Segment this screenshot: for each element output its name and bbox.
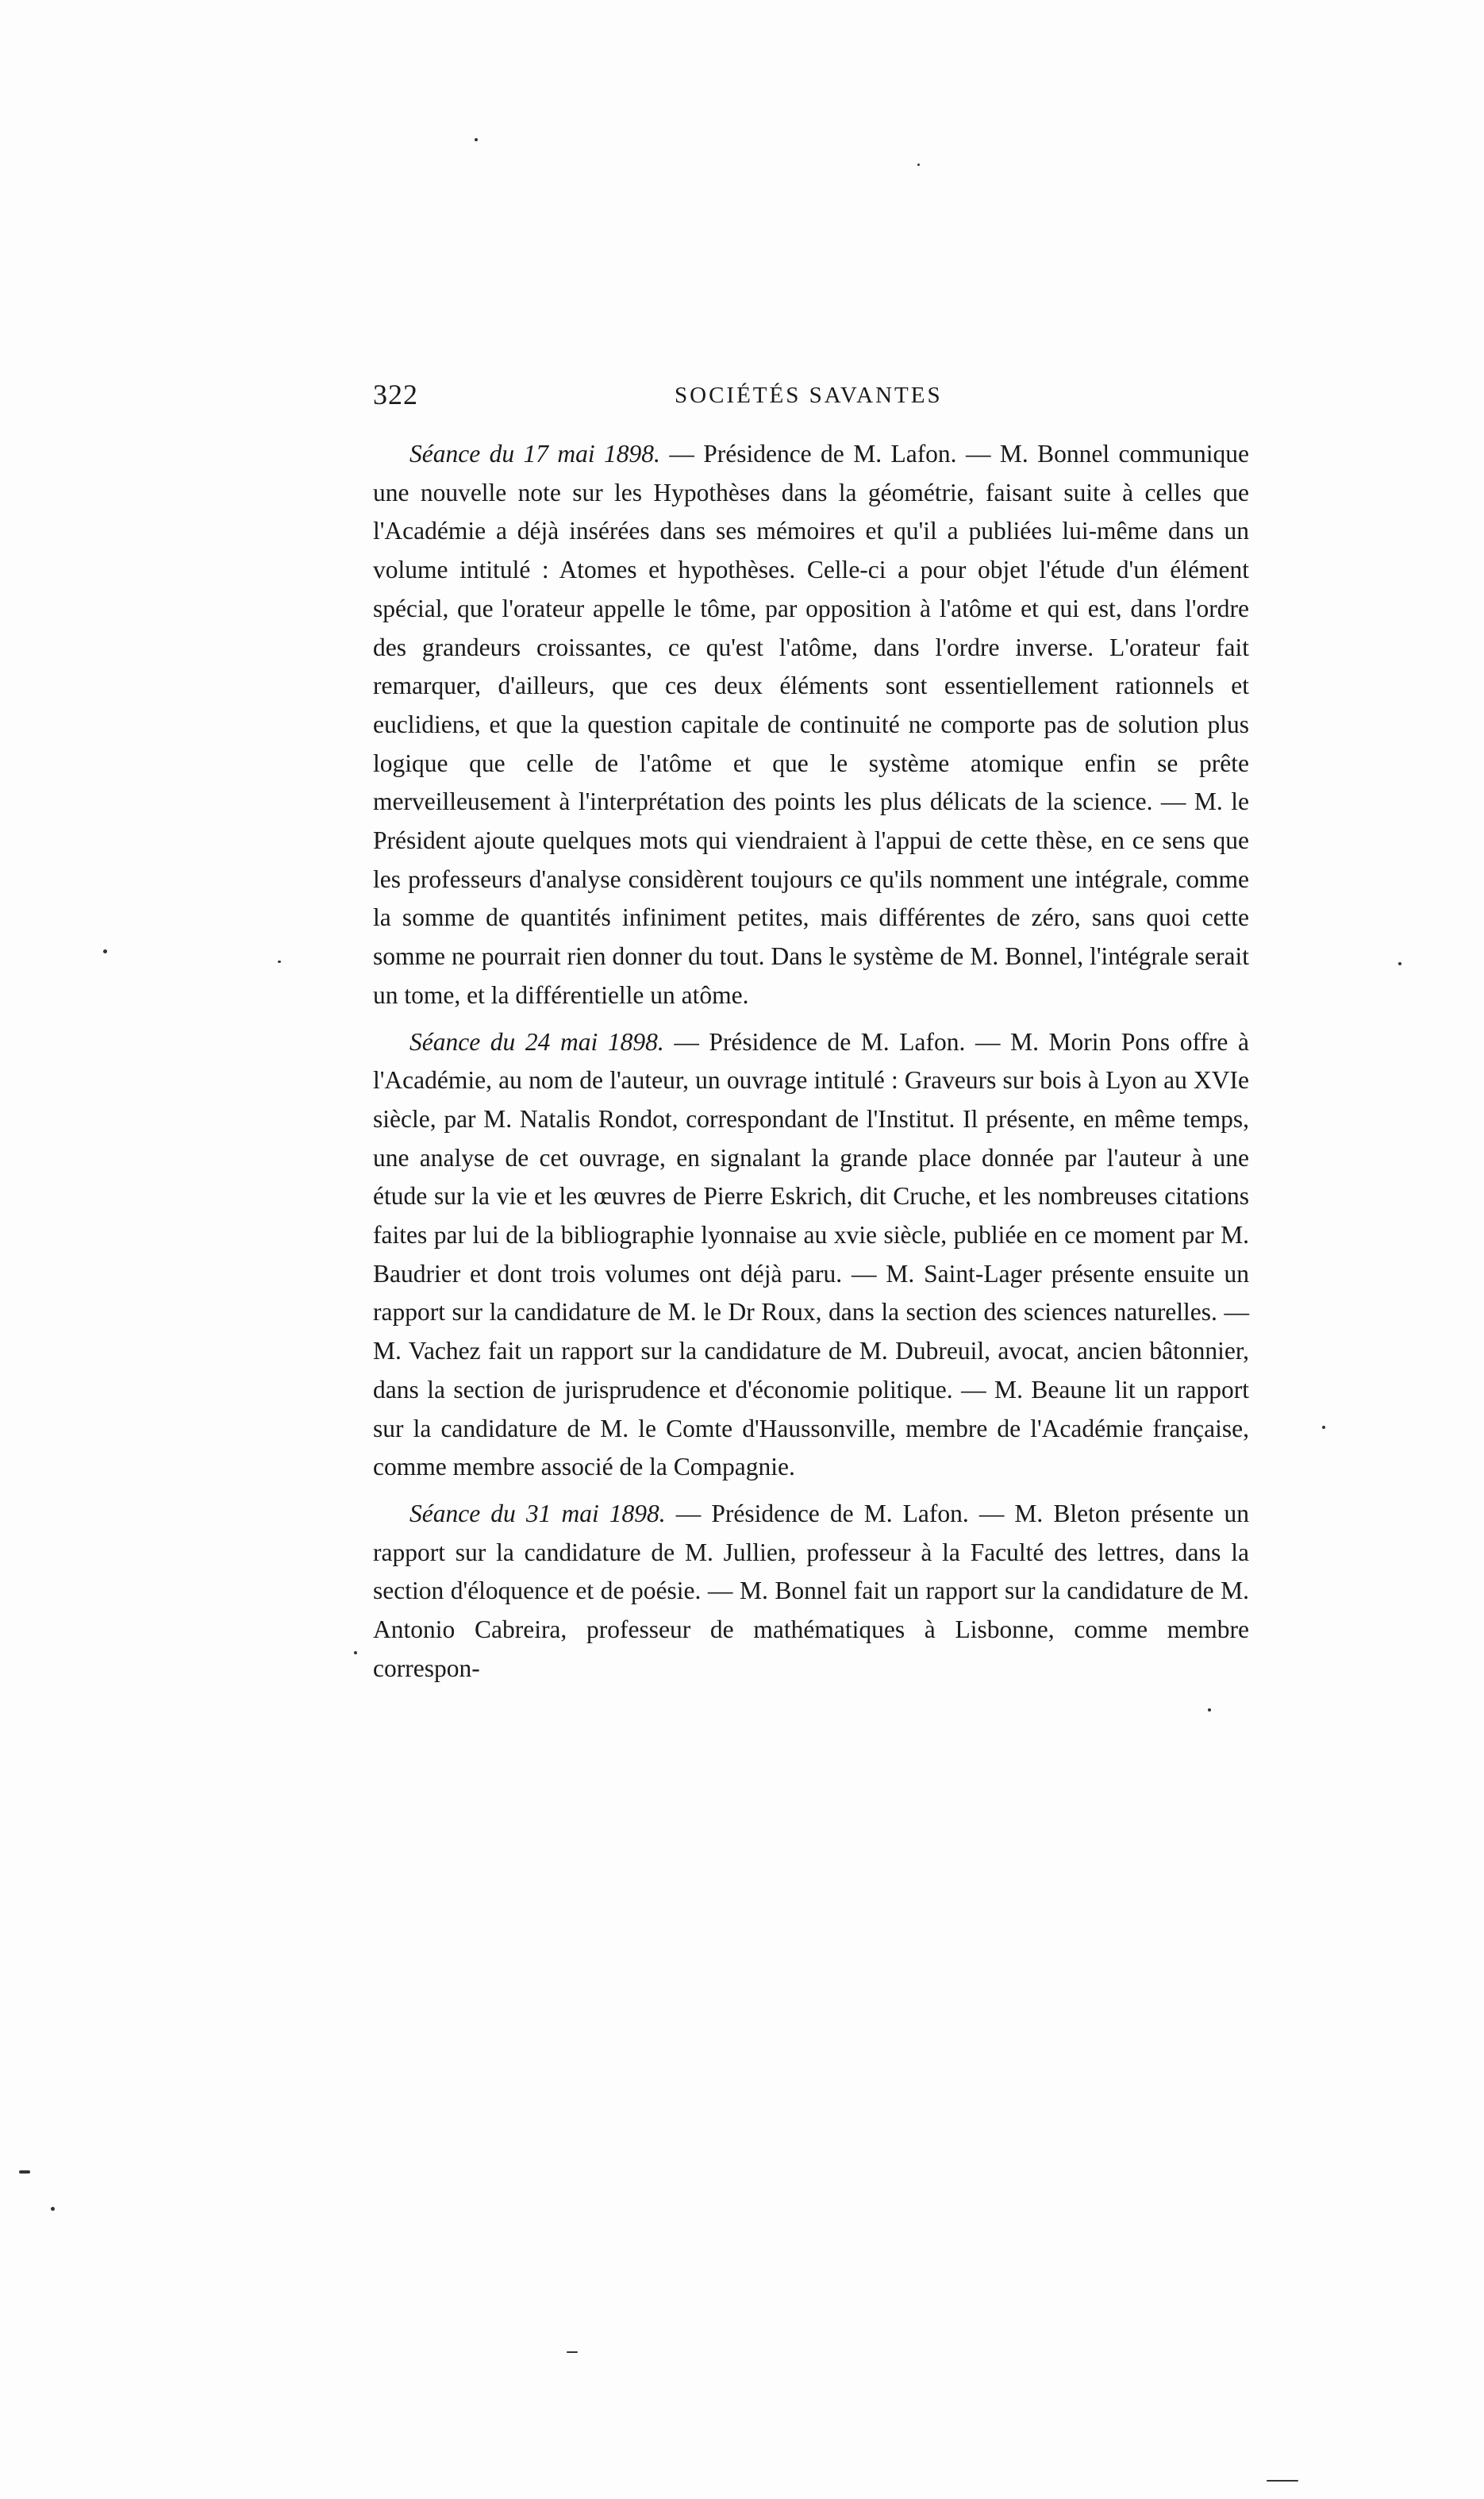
scan-speck: [103, 949, 107, 953]
paragraph-text: — Présidence de M. Lafon. — M. Morin Pons offre à l'Académie, au nom de l'auteur, un ouvrage intitulé : Graveurs sur bois à Lyon au XVIe siècle, par M. Natalis Rondot, correspondant de l'Institut. Il présente, en même temps, une analyse de cet ouvrage, en signalant la grande place donnée par l'auteur à une étude sur la vie et les œuvres de Pierre Eskrich, dit Cruche, et les nombreuses citations faites par lui de la bibliographie lyonnaise au xvie siècle, publiée en ce moment par M. Baudrier et dont trois volumes ont déjà paru. — M. Saint-Lager présente ensuite un rapport sur la candidature de M. le Dr Roux, dans la section des sciences naturelles. — M. Vachez fait un rapport sur la candidature de M. Dubreuil, avocat, ancien bâtonnier, dans la section de jurisprudence et d'économie politique. — M. Beaune lit un rapport sur la candidature de M. le Comte d'Haussonville, membre de l'Académie française, comme membre associé de la Compagnie.: [373, 1027, 1249, 1481]
paragraph-text: — Présidence de M. Lafon. — M. Bonnel communique une nouvelle note sur les Hypothèses dans la géométrie, faisant suite à celles que l'Académie a déjà insérées dans ses mémoires et qu'il a publiées lui-même dans un volume intitulé : Atomes et hypothèses. Celle-ci a pour objet l'étude d'un élément spécial, que l'orateur appelle le tôme, par opposition à l'atôme et qui est, dans l'ordre des grandeurs croissantes, ce qu'est l'atôme, dans l'ordre inverse. L'orateur fait remarquer, d'ailleurs, que ces deux éléments sont essentiellement rationnels et euclidiens, et que la question capitale de continuité ne comporte pas de solution plus logique que celle de l'atôme et que le système atomique enfin se prête merveilleusement à l'interprétation des points les plus délicats de la science. — M. le Président ajoute quelques mots qui viendraient à l'appui de cette thèse, en ce sens que les professeurs d'analyse considèrent toujours ce qu'ils nomment une intégrale, comme la somme de quantités infiniment petites, mais différentes de zéro, sans quoi cette somme ne pourrait rien donner du tout. Dans le système de M. Bonnel, l'intégrale serait un tome, et la différentielle un atôme.: [373, 440, 1249, 1009]
scan-speck: [917, 164, 920, 166]
page-header: [373, 372, 1246, 419]
paragraph-text: — Présidence de M. Lafon. — M. Bleton présente un rapport sur la candidature de M. Jullien, professeur à la Faculté des lettres, dans la section d'éloquence et de poésie. — M. Bonnel fait un rapport sur la candidature de M. Antonio Cabreira, professeur de mathématiques à Lisbonne, comme membre correspon-: [373, 1499, 1249, 1682]
seance-paragraph: [373, 1495, 1249, 1688]
page-number: 322: [373, 379, 418, 410]
scan-speck: [1322, 1426, 1325, 1429]
scan-speck: [19, 2170, 30, 2174]
seance-date: Séance du 17 mai 1898.: [409, 440, 660, 468]
seance-date: Séance du 24 mai 1898.: [409, 1027, 664, 1056]
running-title: SOCIÉTÉS SAVANTES: [675, 383, 943, 408]
seance-paragraph: [373, 435, 1249, 1015]
scan-speck: [51, 2207, 55, 2211]
scan-speck: [354, 1651, 357, 1654]
scan-speck: [1208, 1708, 1211, 1712]
seance-date: Séance du 31 mai 1898.: [409, 1499, 666, 1527]
scan-speck: [475, 138, 478, 141]
scan-speck: [1267, 2480, 1298, 2482]
scan-speck: [1398, 962, 1401, 965]
body-text: [373, 435, 1249, 1696]
seance-paragraph: [373, 1023, 1249, 1487]
scan-speck: [567, 2351, 578, 2353]
scan-speck: [278, 961, 281, 963]
